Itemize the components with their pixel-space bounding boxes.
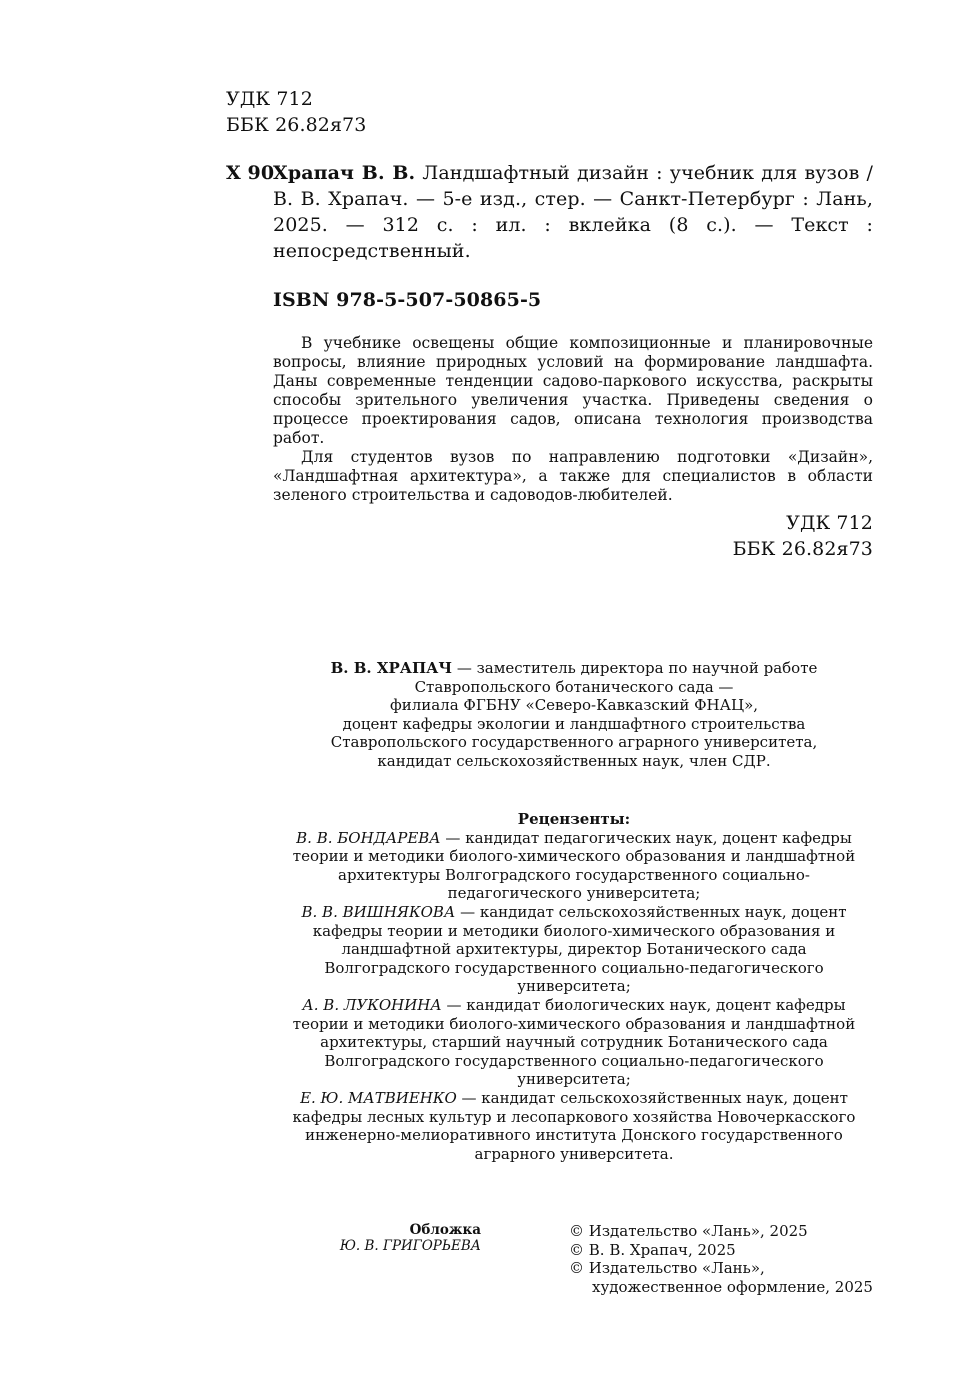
copyright-line: © Издательство «Лань», 2025: [569, 1222, 808, 1240]
reviewer-name: Е. Ю. МАТВИЕНКО: [300, 1088, 457, 1107]
bbk-code: ББК 26.82я73: [732, 538, 873, 560]
biblio-author: Храпач В. В.: [273, 162, 416, 184]
cover-designer: Ю. В. ГРИГОРЬЕВА: [339, 1238, 481, 1254]
copyright-block: [569, 1222, 879, 1296]
reviewer-entry: В. В. БОНДАРЕВА — кандидат педагогических наук, доцент кафедры теории и методики биолого-химического образования и ландшафтной архитектуры Волгоградского государственного социально- педагогического университета;: [292, 828, 856, 903]
author-mark: Х 90: [226, 162, 275, 184]
author-info-line: Ставропольского государственного аграрного университета,: [330, 733, 818, 752]
reviewer-name: В. В. ВИШНЯКОВА: [301, 902, 456, 921]
udk-block-bottom: [733, 510, 873, 562]
reviewer-name: В. В. БОНДАРЕВА: [296, 828, 441, 847]
author-info-line: В. В. ХРАПАЧ — заместитель директора по научной работе: [330, 659, 818, 677]
isbn: ISBN 978-5-507-50865-5: [273, 289, 542, 311]
author-info: [270, 659, 878, 771]
udk-block-top: [226, 86, 366, 138]
author-name: В. В. ХРАПАЧ: [330, 659, 453, 677]
author-info-line: кандидат сельскохозяйственных наук, член СДР.: [377, 751, 771, 770]
author-info-line: филиала ФГБНУ «Северо-Кавказский ФНАЦ»,: [389, 696, 759, 715]
author-info-line: Ставропольского ботанического сада —: [414, 677, 734, 696]
reviewer-entry: Е. Ю. МАТВИЕНКО — кандидат сельскохозяйственных наук, доцент кафедры лесных культур и лесопаркового хозяйства Новочеркасского инженерно-мелиоративного института Донского государственного аграрного университета.: [292, 1088, 856, 1163]
reviewer-entry: В. В. ВИШНЯКОВА — кандидат сельскохозяйственных наук, доцент кафедры теории и методики биолого-химического образования и ландшафтной архитектуры, директор Ботанического сада Волгоградского государственного социально-педагогического университета;: [301, 902, 847, 996]
cover-credit: [280, 1222, 481, 1254]
cover-label: Обложка: [409, 1222, 481, 1238]
copyright-line: © Издательство «Лань»,: [569, 1259, 765, 1278]
bbk-code: ББК 26.82я73: [226, 114, 367, 136]
reviewer-entry: А. В. ЛУКОНИНА — кандидат биологических наук, доцент кафедры теории и методики биолого-химического образования и ландшафтной архитектуры, старший научный сотрудник Ботанического сада Волгоградского государственного социально-педагогического университета;: [292, 995, 856, 1089]
udk-code: УДК 712: [786, 512, 873, 534]
annotation: [273, 334, 873, 505]
biblio-description: Ландшафтный дизайн : учебник для вузов / В. В. Храпач. — 5-е изд., стер. — Санкт-Петербург : Лань, 2025. — 312 с. : ил. : вклейка (8 с.). — Текст : непосредственный.: [273, 162, 874, 262]
udk-code: УДК 712: [226, 88, 313, 110]
annotation-paragraph: Для студентов вузов по направлению подготовки «Дизайн», «Ландшафтная архитектура», а также для специалистов в области зеленого строительства и садоводов-любителей.: [273, 448, 873, 504]
reviewers-heading: Рецензенты:: [517, 810, 631, 828]
copyright-line: © В. В. Храпач, 2025: [569, 1240, 736, 1259]
bibliographic-record: [273, 160, 873, 264]
copyright-line: художественное оформление, 2025: [592, 1277, 873, 1296]
author-info-line: доцент кафедры экологии и ландшафтного строительства: [342, 714, 806, 733]
annotation-paragraph: В учебнике освещены общие композиционные и планировочные вопросы, влияние природных условий на формирование ландшафта. Даны современные тенденции садово-паркового искусства, раскрыты способы зрительного увеличения участка. Приведены сведения о процессе проектирования садов, описана технология производства работ.: [273, 334, 873, 447]
reviewer-name: А. В. ЛУКОНИНА: [302, 995, 442, 1014]
reviewers-block: [248, 810, 900, 1163]
